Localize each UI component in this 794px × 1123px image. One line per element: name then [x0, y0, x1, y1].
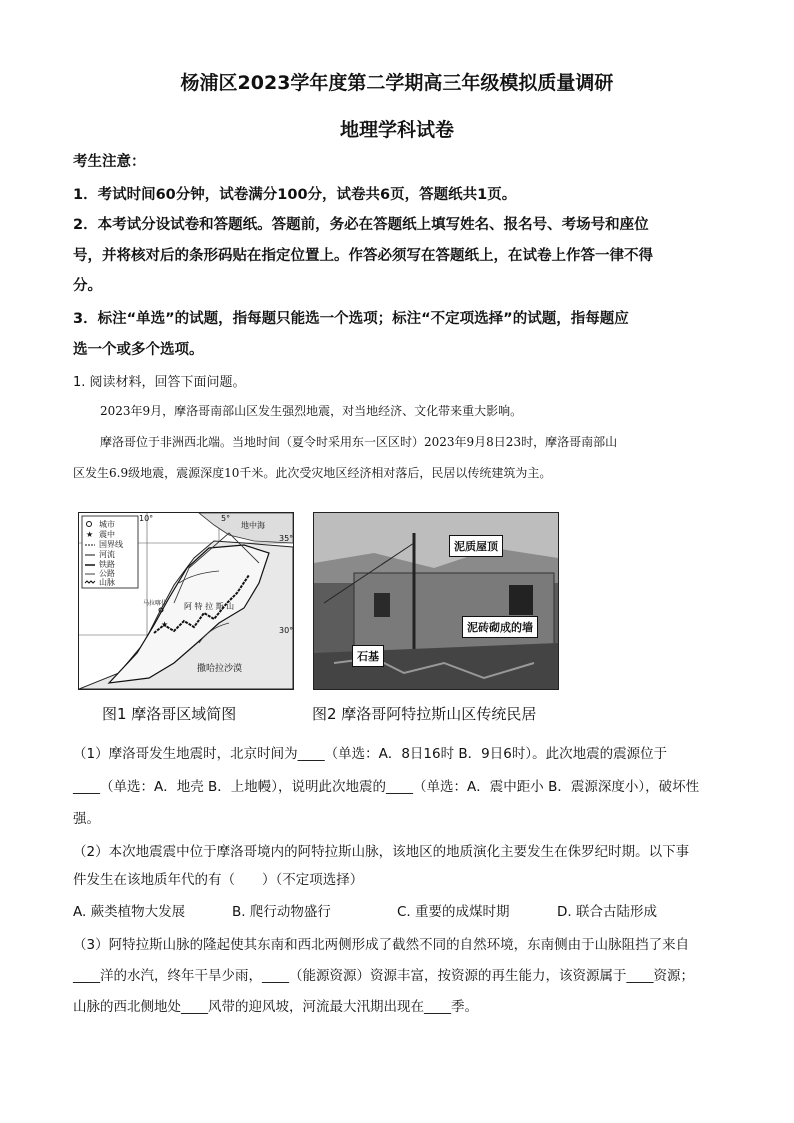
epicenter-marker: ★ [161, 620, 169, 629]
label-mud-roof: 泥质屋顶 [449, 535, 503, 557]
svg-text:★: ★ [86, 530, 94, 539]
sub-question-2-line-2: 件发生在该地质年代的有（ ）（不定项选择） [73, 872, 364, 888]
option-c: C. 重要的成煤时期 [397, 904, 510, 920]
notice-item-1: 1．考试时间60分钟，试卷满分100分，试卷共6页，答题纸共1页。 [73, 187, 517, 203]
desert-label: 撒哈拉沙漠 [197, 664, 243, 674]
notice-item-3a: 3．标注“单选”的试题，指每题只能选一个选项；标注“不定项选择”的试题，指每题应 [73, 311, 629, 327]
legend-border: 国界线 [99, 540, 123, 549]
notice-item-2a: 2．本考试分设试卷和答题纸。答题前，务必在答题纸上填写姓名、报名号、考场号和座位 [73, 217, 649, 233]
sub-question-1-line-3: 强。 [73, 811, 100, 827]
house-photo-svg [314, 513, 558, 689]
figure-1-caption: 图1 摩洛哥区域简图 [102, 705, 237, 723]
sub-question-3-line-1: （3）阿特拉斯山脉的隆起使其东南和西北两侧形成了截然不同的自然环境，东南侧由于山脉阻挡了来自 [73, 937, 690, 953]
sub-question-3-line-3: 山脉的西北侧地处____风带的迎风坡，河流最大汛期出现在____季。 [73, 999, 478, 1015]
question-1-material-1: 2023年9月，摩洛哥南部山区发生强烈地震，对当地经济、文化带来重大影响。 [100, 404, 523, 418]
sea-label: 地中海 [241, 521, 265, 530]
morocco-map-svg [79, 513, 293, 689]
option-d: D. 联合古陆形成 [557, 904, 657, 920]
figure-2-caption: 图2 摩洛哥阿特拉斯山区传统民居 [312, 705, 537, 723]
legend-city: 城市 [99, 520, 115, 529]
exam-title: 杨浦区2023学年度第二学期高三年级模拟质量调研 [180, 72, 614, 94]
notice-item-2b: 号，并将核对后的条形码贴在指定位置上。作答必须写在答题纸上，在试卷上作答一律不得 [73, 248, 653, 264]
label-mud-brick-wall: 泥砖砌成的墙 [462, 616, 538, 638]
legend-road: 公路 [99, 569, 115, 578]
lon-label-5: 5° [221, 514, 231, 523]
lat-label-30: 30° [279, 626, 293, 635]
question-1-material-2b: 区发生6.9级地震，震源深度10千米。此次受灾地区经济相对落后，民居以传统建筑为主。 [73, 466, 552, 480]
option-b: B. 爬行动物盛行 [232, 904, 331, 920]
exam-subtitle: 地理学科试卷 [339, 119, 454, 141]
sub-question-1-line-1: （1）摩洛哥发生地震时，北京时间为____（单选：A．8日16时 B．9日6时）。此次地震的震源位于 [73, 746, 668, 762]
legend-epicenter: 震中 [99, 530, 115, 539]
sub-question-2-line-1: （2）本次地震震中位于摩洛哥境内的阿特拉斯山脉，该地区的地质演化主要发生在侏罗纪时期。以下事 [73, 844, 690, 860]
lat-label-35: 35° [279, 534, 293, 543]
notice-item-2c: 分。 [73, 278, 102, 294]
option-a: A. 蕨类植物大发展 [73, 904, 186, 920]
legend-river: 河流 [99, 550, 115, 559]
legend-railway: 铁路 [99, 560, 115, 569]
morocco-map [78, 512, 294, 690]
question-1-material-2a: 摩洛哥位于非洲西北端。当地时间（夏令时采用东一区区时）2023年9月8日23时，摩洛哥南部山 [100, 435, 618, 449]
label-stone-base: 石基 [352, 645, 384, 667]
sub-question-3-line-2: ____洋的水汽，终年干旱少雨，____（能源资源）资源丰富，按资源的再生能力，该资源属于____资源； [73, 968, 694, 984]
sub-question-1-line-2: ____（单选：A．地壳 B．上地幔），说明此次地震的____（单选：A．震中距小 B．震源深度小），破坏性 [73, 779, 700, 795]
notice-item-3b: 选一个或多个选项。 [73, 342, 204, 358]
notice-heading: 考生注意： [73, 154, 146, 170]
lon-label-10: 10° [139, 514, 154, 523]
question-1-stem: 1. 阅读材料，回答下面问题。 [73, 375, 246, 390]
traditional-house-photo [313, 512, 559, 690]
mountain-label: 阿 特 拉 斯 山 [184, 602, 235, 611]
city-label: 马拉喀什 [143, 600, 168, 607]
legend-mountain: 山脉 [99, 578, 115, 587]
